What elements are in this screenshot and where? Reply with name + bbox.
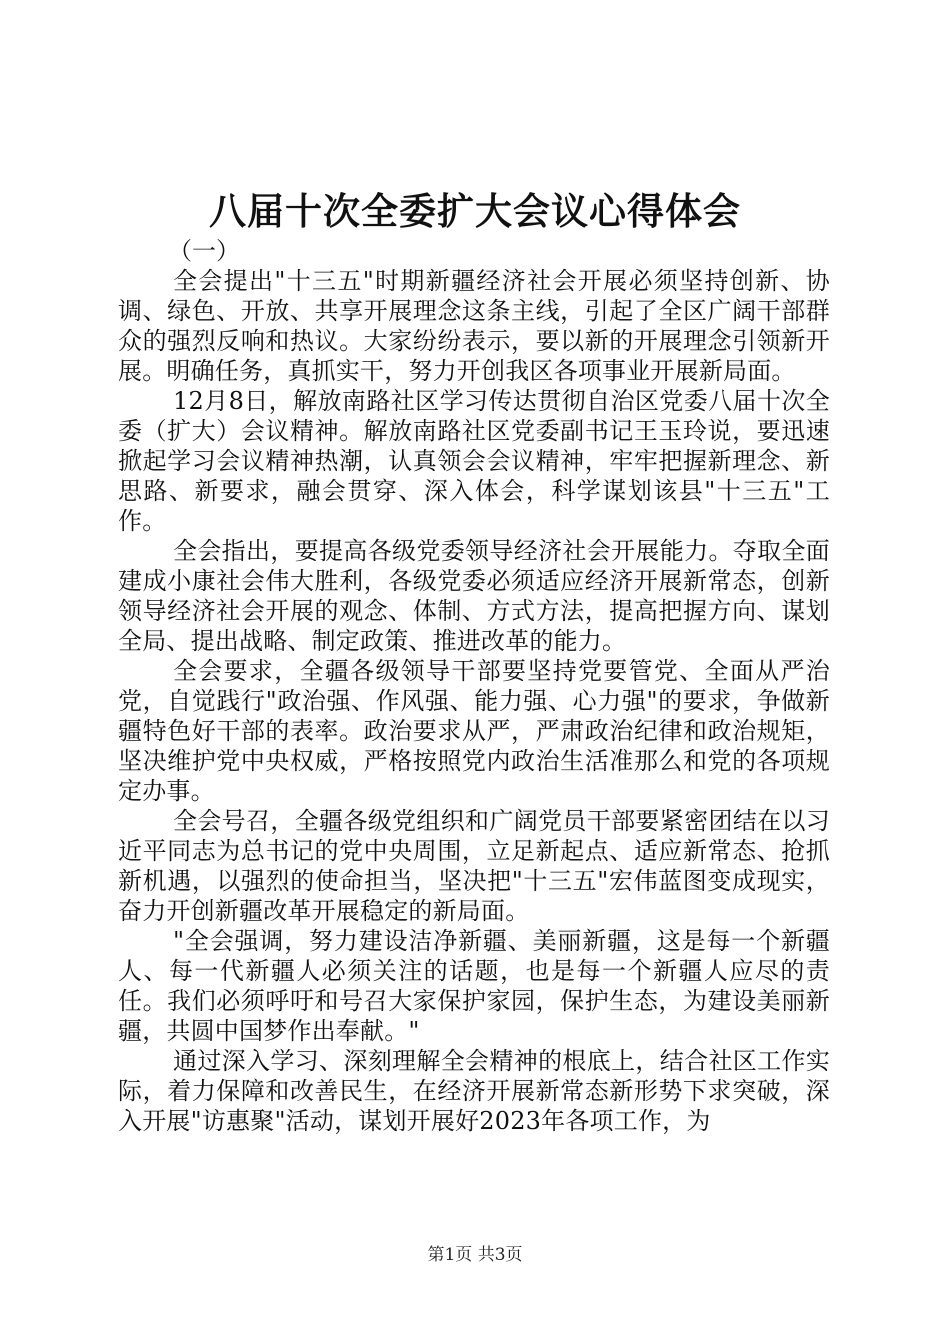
document-body: [118, 236, 830, 1136]
paragraph-6: "全会强调，努力建设洁净新疆、美丽新疆，这是每一个新疆人、每一代新疆人必须关注的话题，也是每一个新疆人应尽的责任。我们必须呼吁和号召大家保护家园，保护生态，为建设美丽新疆，共圆中国梦作出奉献。": [118, 927, 830, 1045]
page-footer: 第1页 共3页: [427, 1245, 523, 1265]
paragraph-2: 12月8日，解放南路社区学习传达贯彻自治区党委八届十次全委（扩大）会议精神。解放南路社区党委副书记王玉玲说，要迅速掀起学习会议精神热潮，认真领会会议精神，牢牢把握新理念、新思路、新要求，融会贯穿、深入体会，科学谋划该县"十三五"工作。: [118, 387, 830, 535]
paragraph-3: 全会指出，要提高各级党委领导经济社会开展能力。夺取全面建成小康社会伟大胜利，各级党委必须适应经济开展新常态，创新领导经济社会开展的观念、体制、方式方法，提高把握方向、谋划全局、提出战略、制定政策、推进改革的能力。: [118, 537, 830, 655]
section-label: （一）: [168, 237, 240, 265]
paragraph-4: 全会要求，全疆各级领导干部要坚持党要管党、全面从严治党，自觉践行"政治强、作风强、能力强、心力强"的要求，争做新疆特色好干部的表率。政治要求从严，严肃政治纪律和政治规矩，坚决维护党中央权威，严格按照党内政治生活准那么和党的各项规定办事。: [118, 657, 830, 805]
paragraph-7: 通过深入学习、深刻理解全会精神的根底上，结合社区工作实际，着力保障和改善民生，在经济开展新常态新形势下求突破，深入开展"访惠聚"活动，谋划开展好2023年各项工作，为: [118, 1047, 830, 1135]
paragraph-1: 全会提出"十三五"时期新疆经济社会开展必须坚持创新、协调、绿色、开放、共享开展理念这条主线，引起了全区广阔干部群众的强烈反响和热议。大家纷纷表示，要以新的开展理念引领新开展。明确任务，真抓实干，努力开创我区各项事业开展新局面。: [118, 267, 830, 385]
document-title: 八届十次全委扩大会议心得体会: [209, 189, 741, 233]
paragraph-5: 全会号召，全疆各级党组织和广阔党员干部要紧密团结在以习近平同志为总书记的党中央周围，立足新起点、适应新常态、抢抓新机遇，以强烈的使命担当，坚决把"十三五"宏伟蓝图变成现实，奋力开创新疆改革开展稳定的新局面。: [118, 807, 830, 925]
